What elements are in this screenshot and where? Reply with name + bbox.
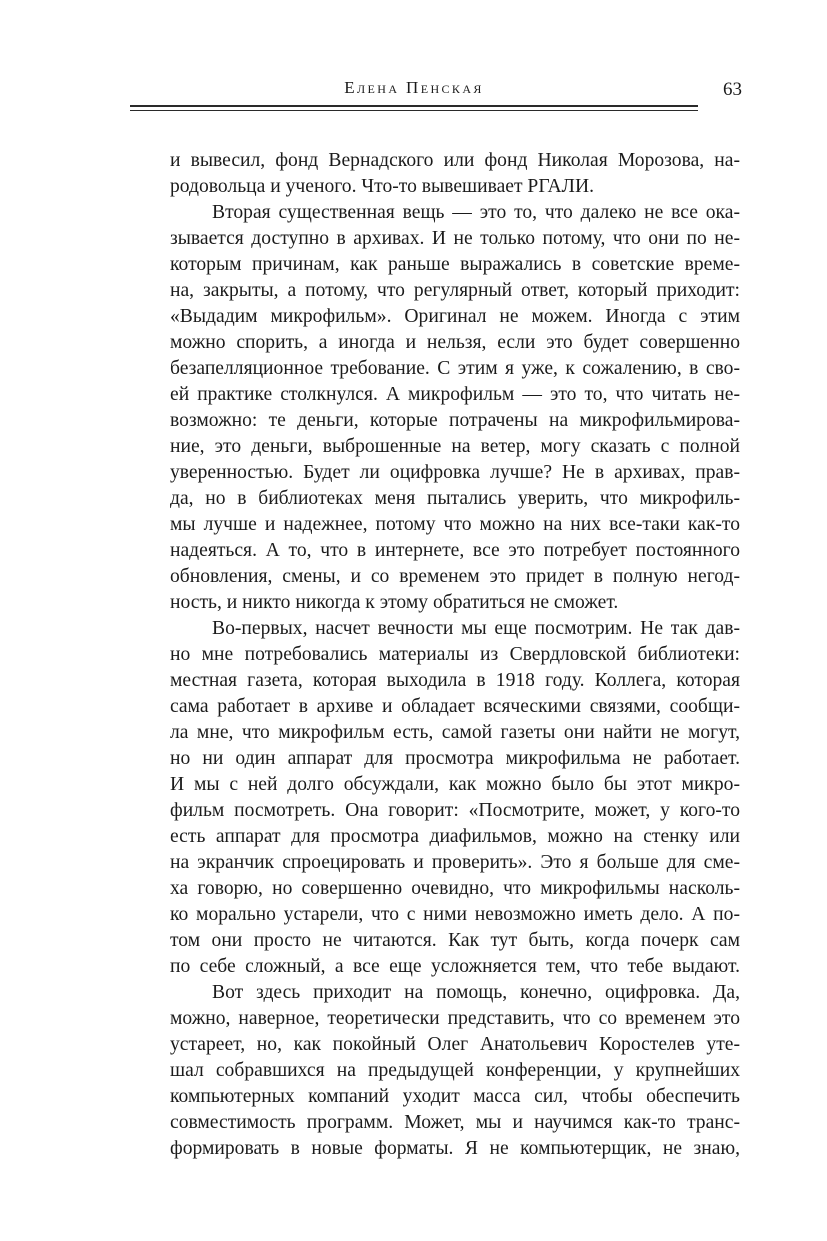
- text-line: но мне потребовались материалы из Свердловской библиотеки:: [170, 644, 740, 665]
- header-rule-thick: [130, 105, 698, 107]
- text-line: надеяться. А то, что в интернете, все это потребует постоянного: [170, 540, 740, 561]
- text-line: ние, это деньги, выброшенные на ветер, могу сказать с полной: [170, 436, 740, 457]
- text-line: ла мне, что микрофильм есть, самой газеты они найти не могут,: [170, 722, 740, 743]
- header-rule-thin: [130, 110, 698, 111]
- text-line: но ни один аппарат для просмотра микрофильма не работает.: [170, 748, 740, 769]
- text-line: которым причинам, как раньше выражались в советские време-: [170, 254, 740, 275]
- text-line: Вот здесь приходит на помощь, конечно, оцифровка. Да,: [212, 982, 740, 1003]
- body-text: [170, 148, 740, 1162]
- text-line: формировать в новые форматы. Я не компьютерщик, не знаю,: [170, 1138, 740, 1159]
- text-line: на, закрыты, а потому, что регулярный ответ, который приходит:: [170, 280, 740, 301]
- text-line: ха говорю, но совершенно очевидно, что микрофильмы насколь-: [170, 878, 740, 899]
- text-line: на экранчик спроецировать и проверить». Это я больше для сме-: [170, 852, 740, 873]
- text-line: ность, и никто никогда к этому обратиться не сможет.: [170, 592, 619, 613]
- text-line: фильм посмотреть. Она говорит: «Посмотрите, может, у кого-то: [170, 800, 740, 821]
- text-line: безапелляционное требование. С этим я уже, к сожалению, в сво-: [170, 358, 740, 379]
- text-line: зывается доступно в архивах. И не только потому, что они по не-: [170, 228, 740, 249]
- text-line: можно спорить, а иногда и нельзя, если это будет совершенно: [170, 332, 740, 353]
- text-line: том они просто не читаются. Как тут быть, когда почерк сам: [170, 930, 740, 951]
- text-line: компьютерных компаний уходит масса сил, чтобы обеспечить: [170, 1086, 740, 1107]
- text-line: есть аппарат для просмотра диафильмов, можно на стенку или: [170, 826, 740, 847]
- text-line: устареет, но, как покойный Олег Анатольевич Коростелев уте-: [170, 1034, 740, 1055]
- text-line: ко морально устарели, что с ними невозможно иметь дело. А по-: [170, 904, 740, 925]
- running-header: [130, 74, 698, 104]
- text-line: обновления, смены, и со временем это придет в полную негод-: [170, 566, 740, 587]
- text-line: Во-первых, насчет вечности мы еще посмотрим. Не так дав-: [212, 618, 740, 639]
- text-line: родовольца и ученого. Что-то вывешивает РГАЛИ.: [170, 176, 595, 197]
- text-line: сама работает в архиве и обладает всяческими связями, сообщи-: [170, 696, 740, 717]
- text-line: можно, наверное, теоретически представить, что со временем это: [170, 1008, 740, 1029]
- text-line: да, но в библиотеках меня пытались уверить, что микрофиль-: [170, 488, 740, 509]
- text-line: «Выдадим микрофильм». Оригинал не можем. Иногда с этим: [170, 306, 740, 327]
- page-number: 63: [723, 79, 742, 100]
- text-line: уверенностью. Будет ли оцифровка лучше? Не в архивах, прав-: [170, 462, 740, 483]
- text-line: совместимость программ. Может, мы и научимся как-то транс-: [170, 1112, 740, 1133]
- text-line: Вторая существенная вещь — это то, что далеко не все ока-: [212, 202, 740, 223]
- text-line: шал собравшихся на предыдущей конференции, у крупнейших: [170, 1060, 740, 1081]
- text-line: по себе сложный, а все еще усложняется тем, что тебе выдают.: [170, 956, 740, 977]
- text-line: местная газета, которая выходила в 1918 году. Коллега, которая: [170, 670, 740, 691]
- text-line: мы лучше и надежнее, потому что можно на них все-таки как-то: [170, 514, 740, 535]
- text-line: И мы с ней долго обсуждали, как можно было бы этот микро-: [170, 774, 740, 795]
- text-line: ей практике столкнулся. А микрофильм — это то, что читать не-: [170, 384, 740, 405]
- text-line: и вывесил, фонд Вернадского или фонд Николая Морозова, на-: [170, 150, 740, 171]
- text-line: возможно: те деньги, которые потрачены на микрофильмирова-: [170, 410, 740, 431]
- author-name: Елена Пенская: [344, 78, 484, 97]
